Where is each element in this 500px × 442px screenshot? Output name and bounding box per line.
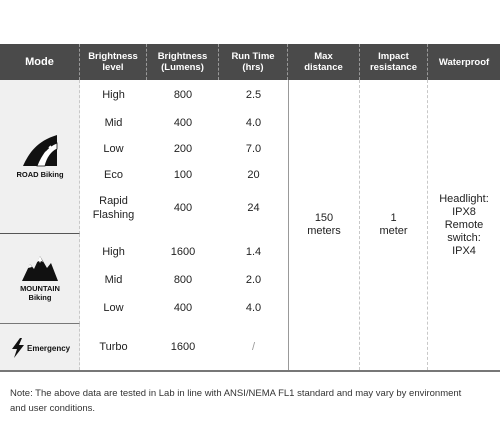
header-brightness-lumens: Brightness (Lumens)	[147, 44, 219, 80]
table-bottom-divider	[0, 370, 500, 372]
table-row: High 1600 1.4	[102, 246, 262, 258]
header-brightness-level: Brightness level	[80, 44, 147, 80]
table-header	[0, 44, 500, 80]
table-row: Rapid Flashing 400 24	[92, 195, 260, 221]
max-distance-value: 150 meters	[288, 80, 360, 370]
mode-label-emergency: Emergency	[27, 344, 71, 353]
spec-table	[0, 44, 500, 370]
mode-cell-mountain	[0, 234, 80, 324]
mode-label-road: ROAD Biking	[16, 170, 64, 179]
table-row: Eco 100 20	[104, 169, 260, 181]
group-mountain-biking	[0, 234, 288, 324]
table-row: Turbo 1600 /	[99, 341, 256, 353]
impact-resistance-value: 1 meter	[360, 80, 428, 370]
waterproof-value: Headlight: IPX8 Remote switch: IPX4	[439, 192, 489, 257]
header-mode: Mode	[0, 44, 80, 80]
header-max-distance: Max distance	[288, 44, 360, 80]
road-icon	[21, 133, 59, 167]
header-impact-resistance: Impact resistance	[360, 44, 428, 80]
group-emergency	[0, 324, 288, 370]
table-row: Low 200 7.0	[103, 143, 262, 155]
header-waterproof: Waterproof	[438, 56, 490, 68]
header-run-time: Run Time (hrs)	[219, 44, 288, 80]
table-row: High 800 2.5	[102, 89, 262, 101]
footnote: Note: The above data are tested in Lab in line with ANSI/NEMA FL1 standard and may vary by environment and user conditions.	[10, 388, 462, 414]
mode-cell-road	[0, 80, 80, 234]
lightning-icon	[10, 338, 26, 358]
table-row: Mid 800 2.0	[104, 274, 262, 286]
group-road-biking	[0, 80, 288, 234]
mode-label-mountain: MOUNTAIN Biking	[20, 284, 60, 302]
table-row: Low 400 4.0	[103, 302, 262, 314]
table-row: Mid 400 4.0	[104, 117, 262, 129]
mountain-icon	[22, 254, 58, 282]
mode-cell-emergency	[0, 324, 80, 370]
